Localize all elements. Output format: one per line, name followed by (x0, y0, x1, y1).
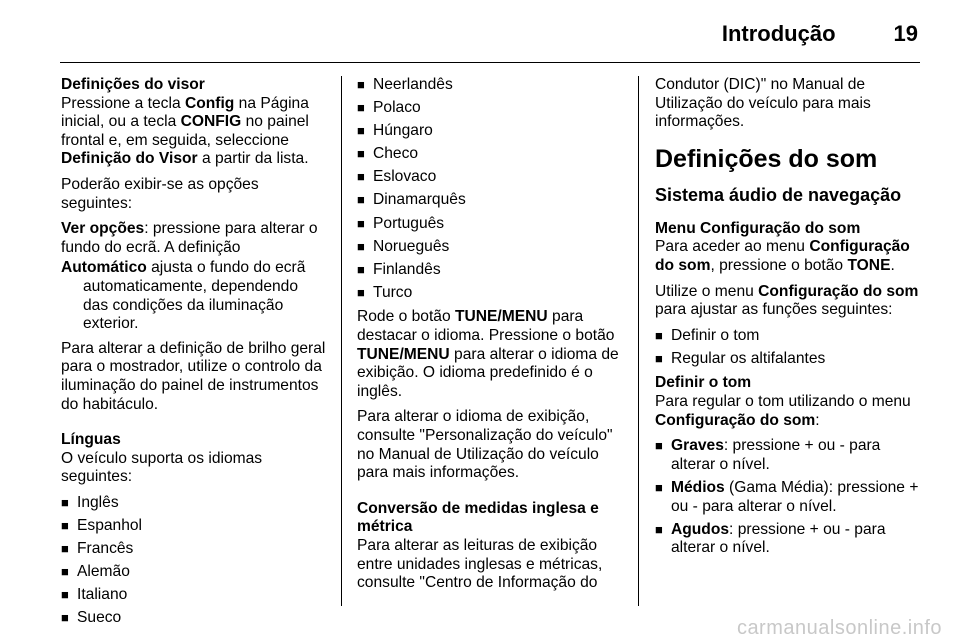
page-header (722, 14, 918, 54)
bullet-icon: ■ (357, 215, 365, 231)
bullet-icon: ■ (61, 587, 69, 603)
list-item: ■ Polaco (357, 99, 421, 117)
list-item: ■ Húngaro (357, 122, 433, 140)
heading-set-tone: Definir o tom (655, 374, 752, 392)
bullet-icon: ■ (655, 350, 663, 366)
heading-sound-menu: Menu Configuração do som (655, 219, 861, 237)
list-item: ■ Italiano (61, 586, 128, 604)
heading-unit-conversion: Conversão de medidas inglesa e métrica (357, 499, 599, 536)
bullet-icon: ■ (357, 238, 365, 254)
heading-display-settings: Definições do visor (61, 76, 205, 93)
language-list (357, 76, 623, 302)
tone-list (655, 437, 921, 558)
bullet-icon: ■ (655, 479, 663, 495)
function-list (655, 327, 921, 369)
bullet-icon: ■ (655, 438, 663, 454)
list-item: ■ Francês (61, 540, 134, 558)
list-item: ■ Norueguês (357, 237, 450, 255)
paragraph: O veículo suporta os idiomas seguintes: (61, 449, 263, 486)
paragraph: Para alterar o idioma de exibição, consulte "Personalização do veículo" no Manual de Utilização do veículo para mais informações. (357, 408, 613, 482)
page-title: Introdução (721, 21, 836, 46)
list-item: ■ Alemão (61, 563, 130, 581)
list-item: ■ Turco (357, 283, 413, 301)
paragraph: Para regular o tom utilizando o menu Configuração do som: (655, 393, 911, 429)
bullet-icon: ■ (357, 100, 365, 116)
bullet-icon: ■ (357, 192, 365, 208)
page-number: 19 (893, 21, 918, 46)
bullet-icon: ■ (357, 261, 365, 277)
subsection-heading: Sistema áudio de navegação (655, 184, 902, 205)
paragraph: Poderão exibir-se as opções seguintes: (61, 175, 259, 212)
paragraph-indented: Automático ajusta o fundo do ecrã automaticamente, dependendo das condições da iluminação exterior. (61, 259, 306, 333)
paragraph: Utilize o menu Configuração do som para ajustar as funções seguintes: (655, 282, 919, 319)
list-item: ■ Graves: pressione + ou - para alterar o nível. (655, 437, 881, 473)
paragraph: Para alterar as leituras de exibição entre unidades inglesas e métricas, consulte "Centro de Informação do (357, 536, 603, 592)
bullet-icon: ■ (357, 146, 365, 162)
paragraph: Para aceder ao menu Configuração do som, pressione o botão TONE. (655, 238, 910, 274)
bullet-icon: ■ (61, 610, 69, 626)
heading-languages: Línguas (61, 431, 121, 449)
header-rule (60, 62, 920, 63)
list-item: ■ Regular os altifalantes (655, 349, 826, 367)
bullet-icon: ■ (61, 517, 69, 533)
language-list (61, 494, 327, 628)
list-item: ■ Sueco (61, 609, 122, 627)
column-divider (341, 76, 342, 606)
bullet-icon: ■ (357, 77, 365, 92)
column-3 (655, 76, 921, 564)
list-item: ■ Agudos: pressione + ou - para alterar o nível. (655, 520, 886, 557)
bullet-icon: ■ (357, 169, 365, 185)
bullet-icon: ■ (61, 541, 69, 557)
paragraph: Condutor (DIC)" no Manual de Utilização do veículo para mais informações. (655, 76, 871, 131)
list-item: ■ Médios (Gama Média): pressione + ou - para alterar o nível. (655, 478, 919, 515)
paragraph: Rode o botão TUNE/MENU para destacar o idioma. Pressione o botão TUNE/MENU para alterar o idioma de exibição. O idioma predefinido é o inglês. (357, 308, 619, 400)
paragraph: Ver opções: pressione para alterar o fundo do ecrã. A definição (61, 220, 318, 256)
list-item: ■ Português (357, 214, 445, 232)
list-item: ■ Finlandês (357, 260, 441, 278)
list-item: ■ Inglês (61, 493, 119, 511)
bullet-icon: ■ (357, 284, 365, 300)
list-item: ■ Eslovaco (357, 168, 437, 186)
list-item: ■ Espanhol (61, 516, 143, 534)
column-2 (357, 76, 623, 600)
list-item: ■ Dinamarquês (357, 191, 466, 209)
paragraph: Para alterar a definição de brilho geral para o mostrador, utilize o controlo da iluminação do painel de instrumentos do habitáculo. (61, 339, 326, 413)
section-heading: Definições do som (655, 144, 878, 173)
bullet-icon: ■ (655, 521, 663, 537)
bullet-icon: ■ (61, 494, 69, 510)
column-divider (638, 76, 639, 606)
list-item: ■ Definir o tom (655, 326, 760, 344)
bullet-icon: ■ (357, 123, 365, 139)
bullet-icon: ■ (655, 327, 663, 343)
watermark: carmanualsonline.info (736, 617, 942, 639)
paragraph: Pressione a tecla Config na Página inicial, ou a tecla CONFIG no painel frontal e, em seguida, seleccione Definição do Visor a partir da lista. (61, 94, 309, 168)
list-item: ■ Checo (357, 145, 419, 163)
list-item: ■ Neerlandês (357, 76, 453, 93)
column-1 (61, 76, 327, 634)
bullet-icon: ■ (61, 564, 69, 580)
